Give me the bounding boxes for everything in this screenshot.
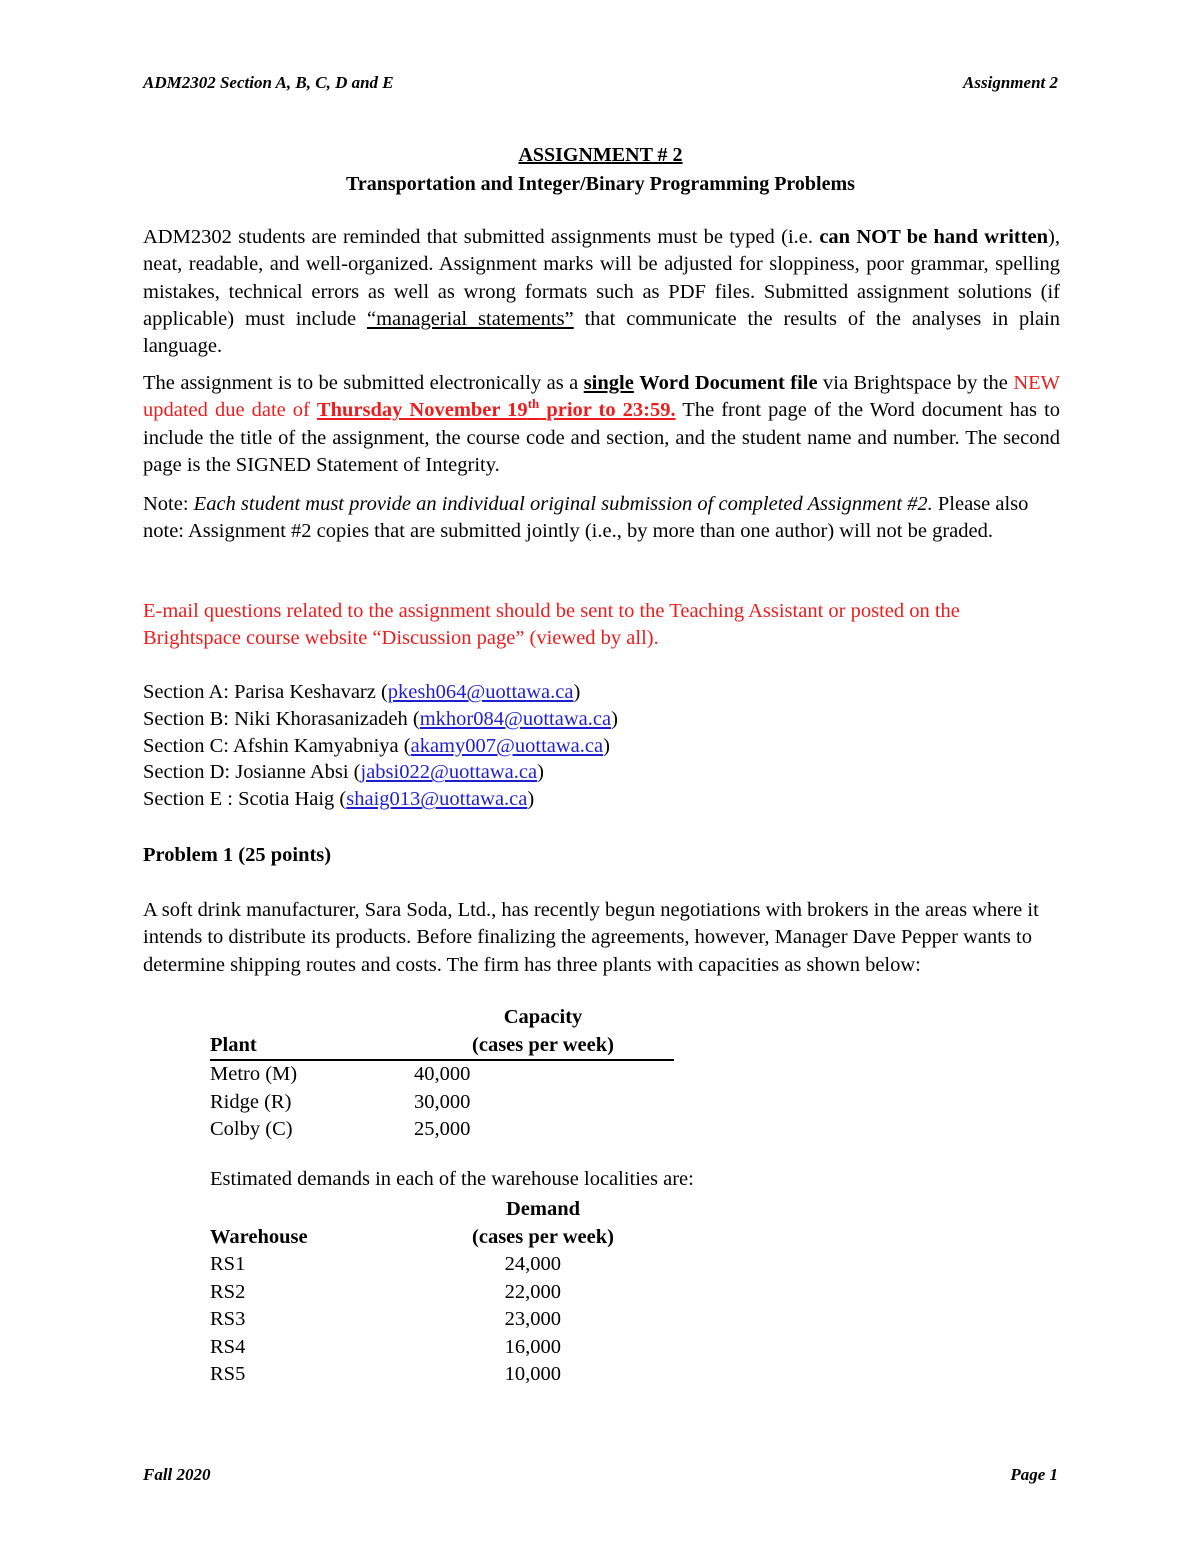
note-emphasis: Each student must provide an individual original submission of completed Assignment #2. — [193, 493, 933, 515]
email-link[interactable]: jabsi022@uottawa.ca — [360, 761, 538, 784]
submission-paragraph — [143, 370, 1060, 479]
intro-text-cont: ), neat, readable, and well-organized. Assignment marks will be adjusted for sloppiness, poor grammar, spelling mistakes, technical errors as well as wrong formats such as PDF files. Submitted assignment solutions (if applicable) must include — [143, 226, 1060, 330]
page-footer — [143, 1465, 1058, 1485]
demand-intro: Estimated demands in each of the warehouse localities are: — [210, 1168, 694, 1190]
demand-col-title: Demand — [505, 1198, 581, 1221]
table-row: RS4 16,000 — [210, 1335, 561, 1358]
contact-item: Section B: Niki Khorasanizadeh (mkhor084@uottawa.ca) — [143, 707, 618, 730]
document-subtitle: Transportation and Integer/Binary Programming Problems — [346, 173, 855, 195]
table-row: Colby (C) 25,000 — [210, 1118, 471, 1141]
email-link[interactable]: mkhor084@uottawa.ca — [419, 707, 612, 730]
note-label: Note: — [143, 493, 189, 515]
due-date-label: NEW updated due date of — [143, 372, 1061, 422]
table-row: RS2 22,000 — [210, 1280, 561, 1303]
intro-paragraph — [143, 224, 1060, 360]
note-text: Please also note: Assignment #2 copies that are submitted jointly (i.e., by more than one author) will not be graded. — [143, 493, 1029, 543]
single-emphasis: single — [583, 372, 634, 394]
header-course: ADM2302 Section A, B, C, D and E — [143, 73, 394, 92]
capacity-col-title: Capacity — [503, 1006, 583, 1029]
email-questions-paragraph: E-mail questions related to the assignment should be sent to the Teaching Assistant or posted on the Brightspace course website “Discussion page” (viewed by all). — [143, 600, 960, 650]
table-row: Metro (M) 40,000 — [210, 1063, 471, 1086]
page-header — [143, 73, 1058, 93]
contact-item: Section D: Josianne Absi (jabsi022@uottawa.ca) — [143, 761, 544, 784]
demand-header-row: Warehouse (cases per week) — [210, 1225, 614, 1248]
submission-text-3: The front page of the Word document has to include the title of the assignment, the course code and section, and the student name and number. The second page is the SIGNED Statement of Integrity. — [143, 399, 1061, 476]
due-date: Thursday November 19th prior to 23:59. — [316, 396, 676, 422]
note-paragraph — [143, 491, 1060, 546]
email-link[interactable]: shaig013@uottawa.ca — [346, 788, 528, 811]
problem-1-text: A soft drink manufacturer, Sara Soda, Ltd., has recently begun negotiations with brokers in the areas where it intends to distribute its products. Before finalizing the agreements, however, Manager Dave Pepper wants to determine shipping routes and costs. The firm has three plants with capacities as shown below: — [143, 899, 1039, 976]
table-row: RS1 24,000 — [210, 1253, 561, 1276]
email-link[interactable]: akamy007@uottawa.ca — [410, 734, 604, 757]
document-title: ASSIGNMENT # 2 — [518, 144, 683, 166]
contact-item: Section C: Afshin Kamyabniya (akamy007@uottawa.ca) — [143, 734, 610, 757]
capacity-table — [210, 1004, 674, 1144]
intro-text: ADM2302 students are reminded that submitted assignments must be typed (i.e. — [143, 226, 813, 248]
footer-term: Fall 2020 — [143, 1465, 211, 1484]
word-doc-emphasis: Word Document file — [639, 372, 818, 394]
contact-item: Section E : Scotia Haig (shaig013@uottawa.ca) — [143, 788, 535, 811]
table-row: RS3 23,000 — [210, 1308, 561, 1331]
managerial-statements: “managerial statements” — [366, 307, 574, 330]
intro-emphasis: can NOT be hand written — [819, 226, 1049, 248]
submission-text-2: via Brightspace by the — [823, 372, 1008, 394]
capacity-header-row: Plant (cases per week) — [210, 1032, 674, 1061]
footer-page-number: Page 1 — [1010, 1465, 1058, 1484]
header-assignment: Assignment 2 — [963, 73, 1058, 92]
table-row: RS5 10,000 — [210, 1363, 561, 1386]
intro-text-end: that communicate the results of the analyses in plain language. — [143, 307, 1060, 358]
email-link[interactable]: pkesh064@uottawa.ca — [387, 681, 574, 703]
demand-table — [210, 1196, 674, 1389]
problem-1-heading: Problem 1 (25 points) — [143, 844, 332, 866]
table-row: Ridge (R) 30,000 — [210, 1090, 471, 1113]
ta-contact-list — [143, 679, 618, 813]
submission-text: The assignment is to be submitted electronically as a — [143, 372, 579, 394]
contact-item: Section A: Parisa Keshavarz (pkesh064@uottawa.ca) — [143, 681, 581, 703]
